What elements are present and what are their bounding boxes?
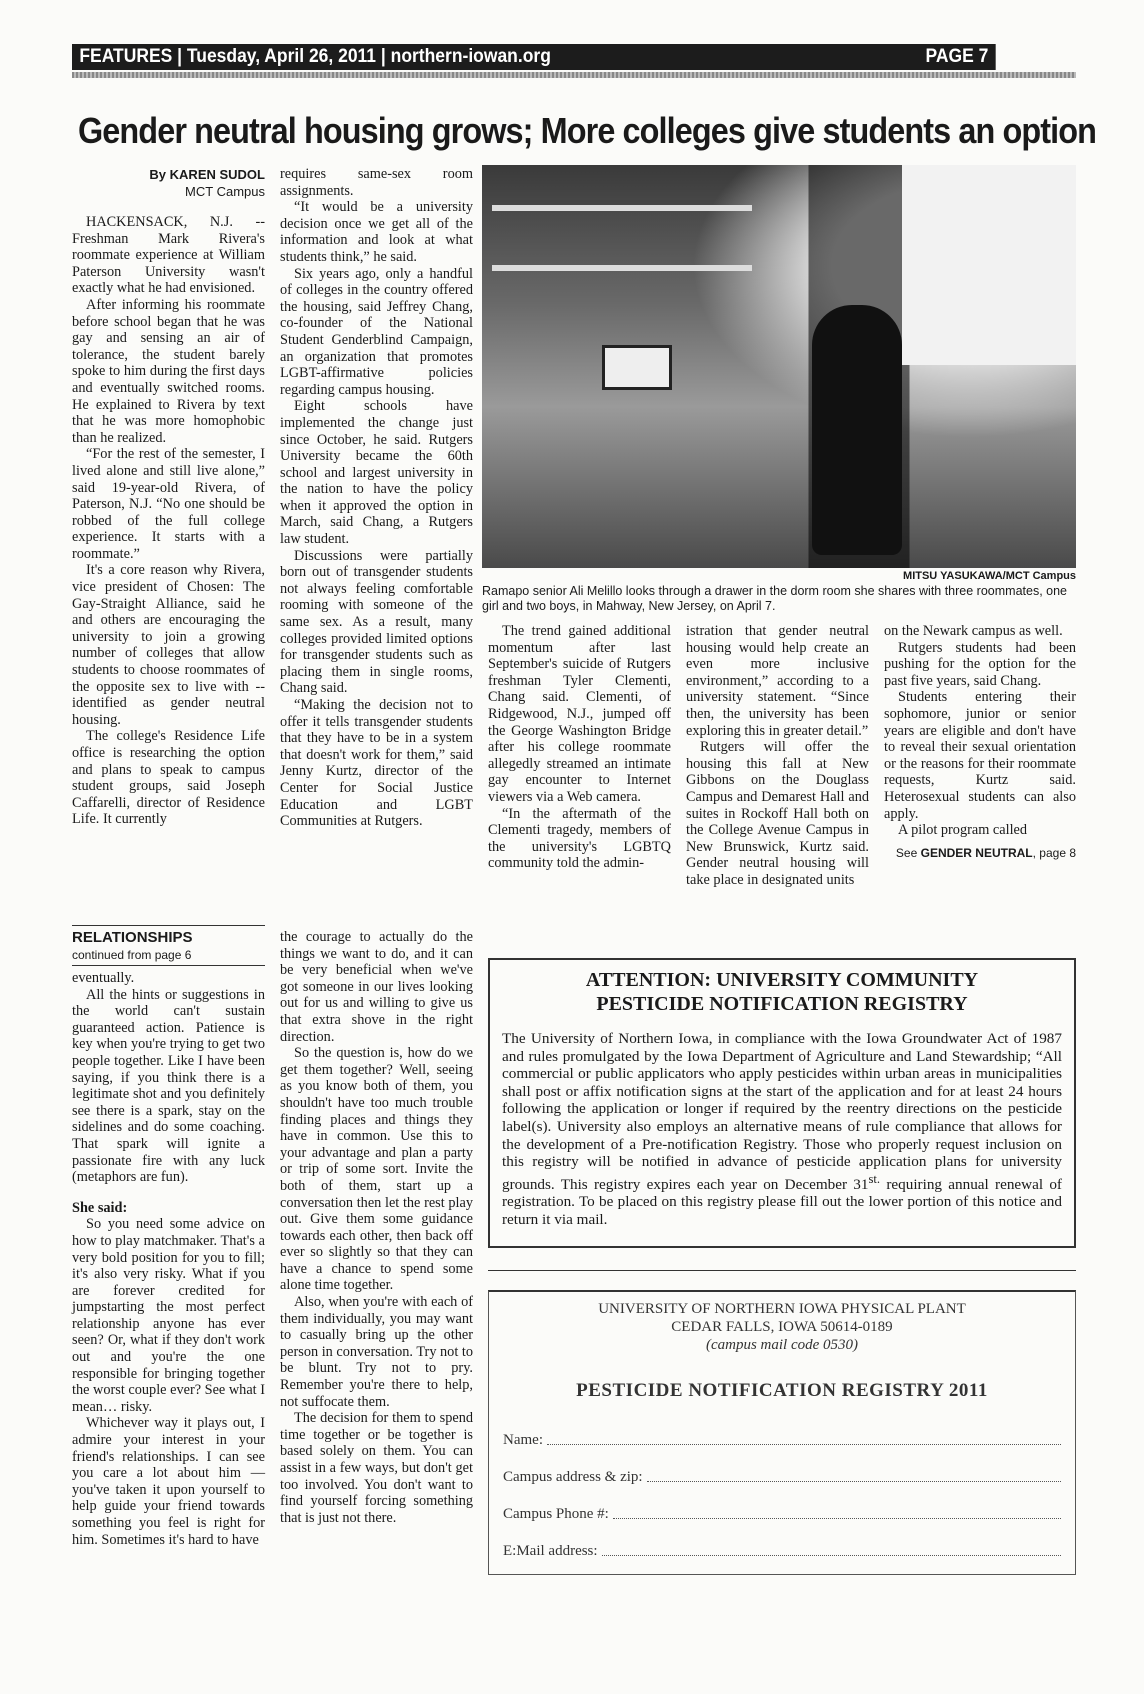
- photo-laptop: [602, 345, 672, 390]
- photo-window: [902, 165, 1076, 365]
- byline: [72, 166, 265, 200]
- photo-credit: MITSU YASUKAWA/MCT Campus: [903, 570, 1076, 582]
- paragraph: Whichever way it plays out, I admire your interest in your friend's relationships. I can see you care a lot about him — you've taken it upon yourself to help guide your friend towards something you feel is right for him. Sometimes it's hard to have: [72, 1415, 265, 1548]
- paragraph: “It would be a university decision once we get all of the information and look at what students think,” he said.: [280, 199, 473, 265]
- paragraph: “Making the decision not to offer it tells transgender students that they have to be in a system that doesn't work for them,” said Jenny Kurtz, director of the Center for Social Justice Education and LGBT Communities at Rutgers.: [280, 697, 473, 830]
- form-title: PESTICIDE NOTIFICATION REGISTRY 2011: [576, 1380, 988, 1401]
- relationships-column-1: [72, 929, 265, 1548]
- jump-page: , page 8: [1032, 845, 1076, 860]
- photo-caption: Ramapo senior Ali Melillo looks through a drawer in the dorm room she shares with three roommates, one girl and two boys, in Mahway, New Jersey, on April 7.: [482, 584, 1067, 613]
- separator: |: [177, 46, 183, 67]
- field-label: Campus address & zip:: [503, 1469, 643, 1485]
- article-column-2: [280, 166, 473, 830]
- paragraph: So you need some advice on how to play matchmaker. That's a very bold position for you to fill; it's also very risky. What if you are forever credited for jumpstarting the most perfect relationship anyone has ever seen? Or, what if they don't work out and you're the one responsible for bringing together the worst couple ever? See what I mean… risky.: [72, 1216, 265, 1415]
- article-text: [280, 166, 473, 830]
- email-field[interactable]: [503, 1523, 1061, 1560]
- article-text: [72, 1216, 265, 1548]
- page-number: PAGE 7: [925, 46, 989, 67]
- paragraph: Six years ago, only a handful of colleges in the country offered the housing, said Jeffrey Chang, co-founder of the National Student Genderblind Campaign, an organization that promotes LGBT-affirmative policies regarding campus housing.: [280, 265, 473, 398]
- section-name: FEATURES: [79, 46, 173, 67]
- form-address-line: UNIVERSITY OF NORTHERN IOWA PHYSICAL PLANT: [598, 1301, 966, 1317]
- paragraph: The decision for them to spend time together or be together is based solely on them. You can assist in a few ways, but don't get too involved. You don't want to find yourself forcing something that is just not there.: [280, 1410, 473, 1526]
- issue-date: Tuesday, April 26, 2011: [186, 46, 377, 67]
- header-left: [79, 44, 551, 70]
- paragraph: The trend gained additional momentum after last September's suicide of Rutgers freshman Tyler Clementi, Chang said. Clementi, of Ridgewood, N.J., jumped off the George Washington Bridge after his college roommate allegedly streamed an intimate gay encounter to Internet viewers via a Web camera.: [488, 623, 671, 805]
- subheading: She said:: [72, 1199, 128, 1216]
- article-text: [488, 623, 671, 872]
- paragraph: Students entering their sophomore, junior or senior years are eligible and don't have to reveal their sexual orientation or the reasons for their roommate requests, Kurtz said. Heterosexual students can also apply.: [884, 689, 1076, 822]
- jump-target: GENDER NEUTRAL: [920, 845, 1033, 860]
- article-column-4: [686, 623, 869, 889]
- paragraph: requires same-sex room assignments.: [280, 166, 473, 199]
- paragraph: eventually.: [72, 970, 135, 986]
- notice-text: The University of Northern Iowa, in compliance with the Iowa Groundwater Act of 1987 and rules promulgated by the Iowa Department of Agriculture and Land Stewardship; “All commercial or public applicators who apply pesticides within urban areas in municipalities shall post or affix notification signs at the start of the application and for at least 24 hours following the application or longer if required by the reentry directions on the pesticide label(s). University also employs an alternative means of rule compliance that allows for the development of a Pre-notification Registry. Those who properly request inclusion on this registry will be notified in advance of pesticide application plans for university grounds. This registry expires each year on December 31: [502, 1030, 1062, 1193]
- paragraph: All the hints or suggestions in the world can't sustain guaranteed action. Patience is key when you're trying to get two people together. Like I have been saying, if you think there is a legitimate shot and you definitely see there is a spark, stay on the sidelines and do some coaching. That spark will ignite a passionate fire with any luck (metaphors are fun).: [72, 986, 265, 1186]
- paragraph: on the Newark campus as well.: [884, 623, 1063, 639]
- field-label: Name:: [503, 1432, 543, 1448]
- notice-subtitle: PESTICIDE NOTIFICATION REGISTRY: [596, 993, 968, 1015]
- registry-form: [488, 1290, 1076, 1575]
- article-text: [72, 970, 265, 1186]
- field-line: [547, 1444, 1061, 1445]
- headline: Gender neutral housing grows; More colleges give students an option: [78, 110, 1097, 151]
- form-address-line: CEDAR FALLS, IOWA 50614-0189: [671, 1319, 893, 1335]
- paragraph: So the question is, how do we get them together? Well, seeing as you know both of them, you shouldn't have too much trouble finding places and things they have in common. Use this to your advantage and plan a party or trip of some sort. Invite the both of them, start up a conversation then let the rest play out. Give them some guidance towards each other, then back off ever so slightly so that they can have a chance to spend some alone time together.: [280, 1045, 473, 1294]
- paragraph: Also, when you're with each of them individually, you may want to casually bring up the other person in conversation. Try not to be blunt. Try not to pry. Remember you're there to help, not suffocate them.: [280, 1294, 474, 1410]
- name-field[interactable]: [503, 1412, 1061, 1449]
- agency: MCT Campus: [185, 184, 265, 199]
- site-url: northern-iowan.org: [390, 46, 551, 67]
- paragraph: Discussions were partially born out of transgender students not always feeling comfortable rooming with someone of the same sex. As a result, many colleges provided limited options for transgender students such as placing them in single rooms, Chang said.: [280, 547, 473, 697]
- divider: [488, 1270, 1076, 1271]
- jump-reference[interactable]: [884, 845, 1076, 862]
- article-text: [72, 214, 265, 828]
- paragraph: “For the rest of the semester, I lived alone and still live alone,” said 19-year-old Rivera, of Paterson, N.J. “No one should be robbed of the full college experience. It starts with a roommate.”: [72, 446, 265, 562]
- field-line: [647, 1481, 1061, 1482]
- author: By KAREN SUDOL: [149, 167, 265, 182]
- photo-shelf: [492, 265, 752, 271]
- paragraph: Rutgers will offer the housing this fall at New Gibbons on the Douglass Campus and Demarest Hall and suites in Rockoff Hall both on the College Avenue Campus in New Brunswick, Kurtz said. Gender neutral housing will take place in designated units: [686, 739, 869, 888]
- field-line: [602, 1555, 1061, 1556]
- campus-address-field[interactable]: [503, 1449, 1061, 1486]
- paragraph: “In the aftermath of the Clementi tragedy, members of the university's LGBTQ community told the admin-: [488, 805, 671, 872]
- form-mail-code: (campus mail code 0530): [705, 1337, 859, 1353]
- paragraph: It's a core reason why Rivera, vice president of Chosen: The Gay-Straight Alliance, said he and others are encouraging the university to join a growing number of colleges that allow students to choose roommates of the opposite sex to live with -- identified as gender neutral housing.: [72, 562, 265, 728]
- article-column-5: [884, 623, 1076, 861]
- field-label: Campus Phone #:: [503, 1506, 609, 1522]
- notice-text: requiring annual renewal of registration. To be placed on this registry please fill out the lower portion of this notice and return it via mail.: [502, 1175, 1062, 1228]
- field-label: E:Mail address:: [503, 1543, 598, 1559]
- relationships-column-2: [280, 929, 473, 1526]
- paragraph: istration that gender neutral housing would help create an even more inclusive environment,” according to a university statement. “Since then, the university has been exploring this in greater detail.”: [686, 623, 869, 739]
- photo-shelf: [492, 205, 752, 211]
- divider: [72, 925, 265, 926]
- article-photo: [482, 165, 1076, 568]
- article-text: [280, 929, 473, 1526]
- jump-prefix: See: [895, 845, 921, 860]
- field-line: [613, 1518, 1061, 1519]
- article-text: [686, 623, 869, 889]
- paragraph: Rutgers students had been pushing for the option for the past five years, said Chang.: [884, 639, 1076, 689]
- notice-body: [502, 1030, 1062, 1229]
- notice-sup: st.: [868, 1171, 881, 1186]
- notice-title: ATTENTION: UNIVERSITY COMMUNITY: [585, 969, 979, 991]
- paragraph: HACKENSACK, N.J. -- Freshman Mark Rivera's roommate experience at William Paterson University wasn't exactly what he had envisioned.: [72, 214, 265, 297]
- banner-divider: [72, 72, 1076, 78]
- article-column-3: [488, 623, 671, 872]
- pesticide-notice: [488, 958, 1076, 1248]
- paragraph: After informing his roommate before school began that he was gay and sensing an air of tolerance, the student barely spoke to him during the first days and eventually switched rooms. He explained to Rivera by text that he was more homophobic than he realized.: [72, 296, 265, 446]
- paragraph: A pilot program called: [898, 822, 1028, 839]
- page-header-banner: [72, 44, 996, 70]
- paragraph: the courage to actually do the things we want to do, and it can be very beneficial when we've got someone in our lives looking out for us and willing to give us that extra shove in the right direction.: [280, 929, 473, 1045]
- separator: |: [380, 46, 386, 67]
- photo-person: [812, 305, 902, 555]
- article-text: [884, 623, 1076, 839]
- paragraph: Eight schools have implemented the change just since October, he said. Rutgers University became the 60th school and largest university in the nation to have the policy when it approved the option in March, said Chang, a Rutgers law student.: [280, 398, 473, 548]
- section-heading: RELATIONSHIPS: [72, 929, 193, 946]
- campus-phone-field[interactable]: [503, 1486, 1061, 1523]
- paragraph: The college's Residence Life office is researching the option and plans to speak to campus student groups, said Joseph Caffarelli, director of Residence Life. It currently: [72, 728, 265, 828]
- continued-note: continued from page 6: [72, 948, 192, 962]
- article-column-1: [72, 166, 265, 828]
